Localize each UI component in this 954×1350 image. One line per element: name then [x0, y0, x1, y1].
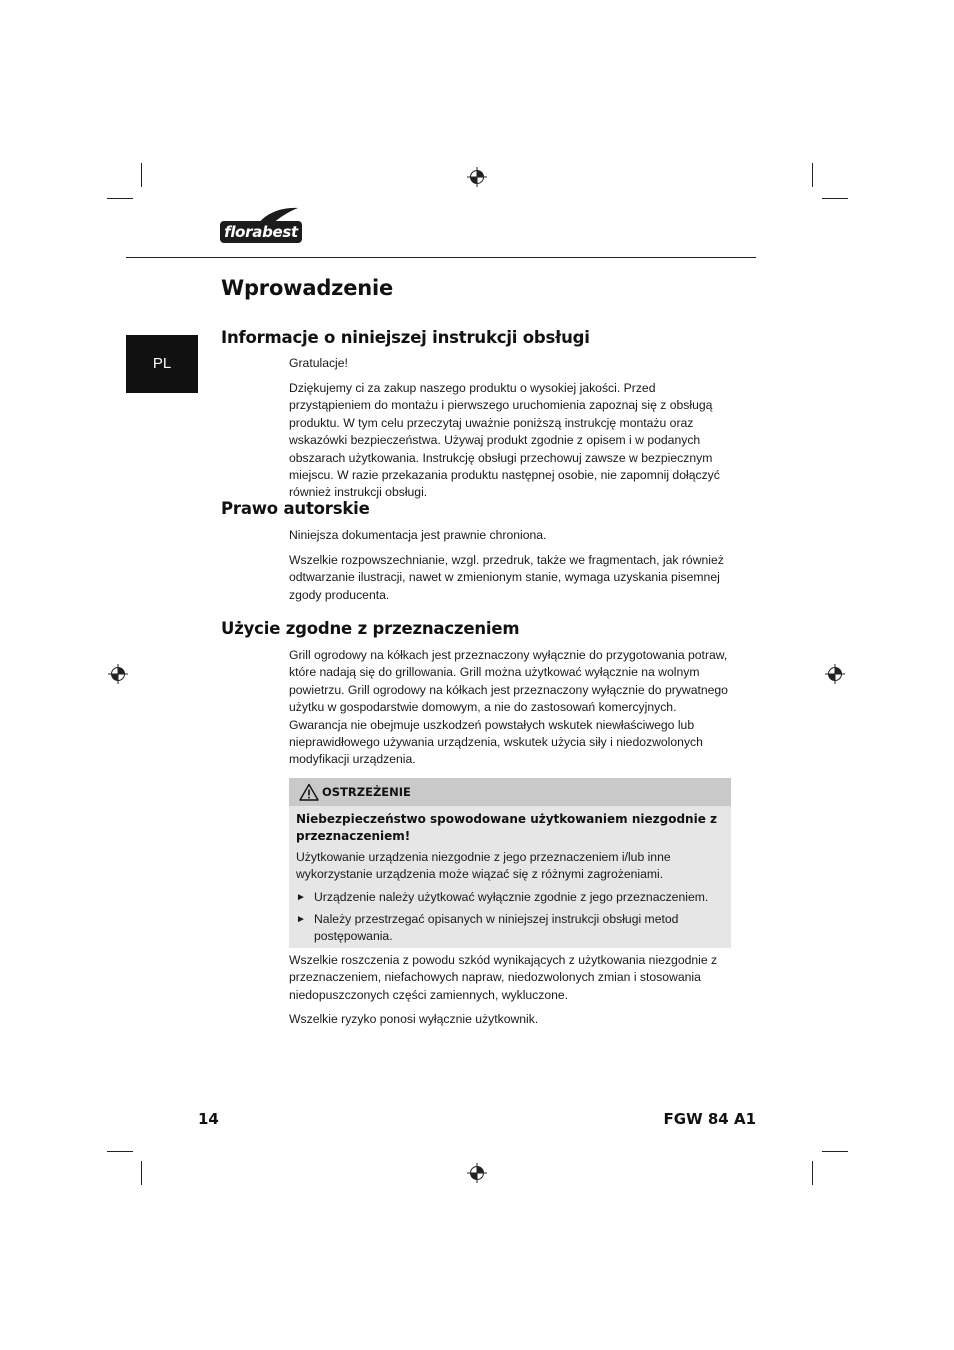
- bullet-arrow-icon: ►: [296, 892, 306, 903]
- bullet-text: Należy przestrzegać opisanych w niniejszej instrukcji obsługi metod postępowania.: [314, 912, 679, 944]
- crop-mark: [107, 198, 133, 199]
- warning-box: [289, 778, 731, 948]
- page-number: 14: [198, 1110, 219, 1128]
- warning-headline: Niebezpieczeństwo spowodowane użytkowaniem niezgodnie z przeznaczeniem!: [296, 812, 718, 843]
- warning-title: OSTRZEŻENIE: [322, 785, 411, 799]
- warning-text: Użytkowanie urządzenia niezgodnie z jego przeznaczeniem i/lub inne wykorzystanie urządzenia może wiązać się z różnymi zagrożeniami.: [296, 850, 671, 882]
- registration-mark-icon: [467, 1163, 487, 1183]
- registration-mark-icon: [467, 167, 487, 187]
- bullet-text: Urządzenie należy użytkować wyłącznie zgodnie z jego przeznaczeniem.: [314, 890, 709, 904]
- section-heading-manual: Informacje o niniejszej instrukcji obsługi: [221, 328, 590, 347]
- paragraph: Wszelkie roszczenia z powodu szkód wynikających z użytkowania niezgodnie z przeznaczeniem, niefachowych napraw, niedozwolonych zmian i stosowania niedopuszczonych części zamiennych, wykluczone.: [289, 953, 718, 1002]
- section-heading-copyright: Prawo autorskie: [221, 499, 370, 518]
- logo-text: florabest: [220, 221, 302, 243]
- crop-mark: [812, 1161, 813, 1185]
- warning-bullet: [296, 911, 726, 946]
- crop-mark: [822, 198, 848, 199]
- crop-mark: [812, 163, 813, 187]
- paragraph: Wszelkie ryzyko ponosi wyłącznie użytkownik.: [289, 1012, 539, 1026]
- language-tab: PL: [126, 335, 198, 393]
- florabest-logo: [220, 207, 306, 247]
- warning-bullet: [296, 889, 726, 906]
- registration-mark-icon: [825, 664, 845, 684]
- crop-mark: [822, 1151, 848, 1152]
- paragraph: Wszelkie rozpowszechnianie, wzgl. przedruk, także we fragmentach, jak również odtwarzanie ilustracji, nawet w zmienionym stanie, wymaga uzyskania pisemnej zgody producenta.: [289, 553, 724, 602]
- crop-mark: [141, 163, 142, 187]
- paragraph: Grill ogrodowy na kółkach jest przeznaczony wyłącznie do przygotowania potraw, które nadają się do grillowania. Grill można użytkować wyłącznie na wolnym powietrzu. Grill ogrodowy na kółkach jest przeznaczony wyłącznie do prywatnego użytku w gospodarstwie domowym, a nie do zastosowań komercyjnych. Gwarancja nie obejmuje uszkodzeń powstałych wskutek niewłaściwego lub nieprawidłowego używania urządzenia, wskutek użycia siły i niedozwolonych modyfikacji urządzenia.: [289, 648, 728, 767]
- section-heading-intended-use: Użycie zgodne z przeznaczeniem: [221, 619, 520, 638]
- bullet-arrow-icon: ►: [296, 914, 306, 925]
- model-number: FGW 84 A1: [663, 1110, 756, 1128]
- paragraph: Dziękujemy ci za zakup naszego produktu o wysokiej jakości. Przed przystąpieniem do montażu i pierwszego uruchomienia zapoznaj się z obsługą produktu. W tym celu przeczytaj uważnie poniższą instrukcję montażu oraz wskazówki bezpieczeństwa. Używaj produkt zgodnie z opisem i w podanych obszarach użytkowania. Instrukcję obsługi przechowuj zawsze w bezpiecznym miejscu. W razie przekazania produktu następnej osobie, nie zapomnij dołączyć również instrukcji obsługi.: [289, 381, 720, 500]
- crop-mark: [107, 1151, 133, 1152]
- paragraph: Niniejsza dokumentacja jest prawnie chroniona.: [289, 528, 547, 542]
- crop-mark: [141, 1161, 142, 1185]
- warning-header: [289, 778, 731, 806]
- header-rule: [126, 257, 756, 258]
- paragraph: Gratulacje!: [289, 356, 348, 370]
- warning-triangle-icon: [299, 783, 319, 801]
- page-title: Wprowadzenie: [221, 276, 394, 300]
- registration-mark-icon: [108, 664, 128, 684]
